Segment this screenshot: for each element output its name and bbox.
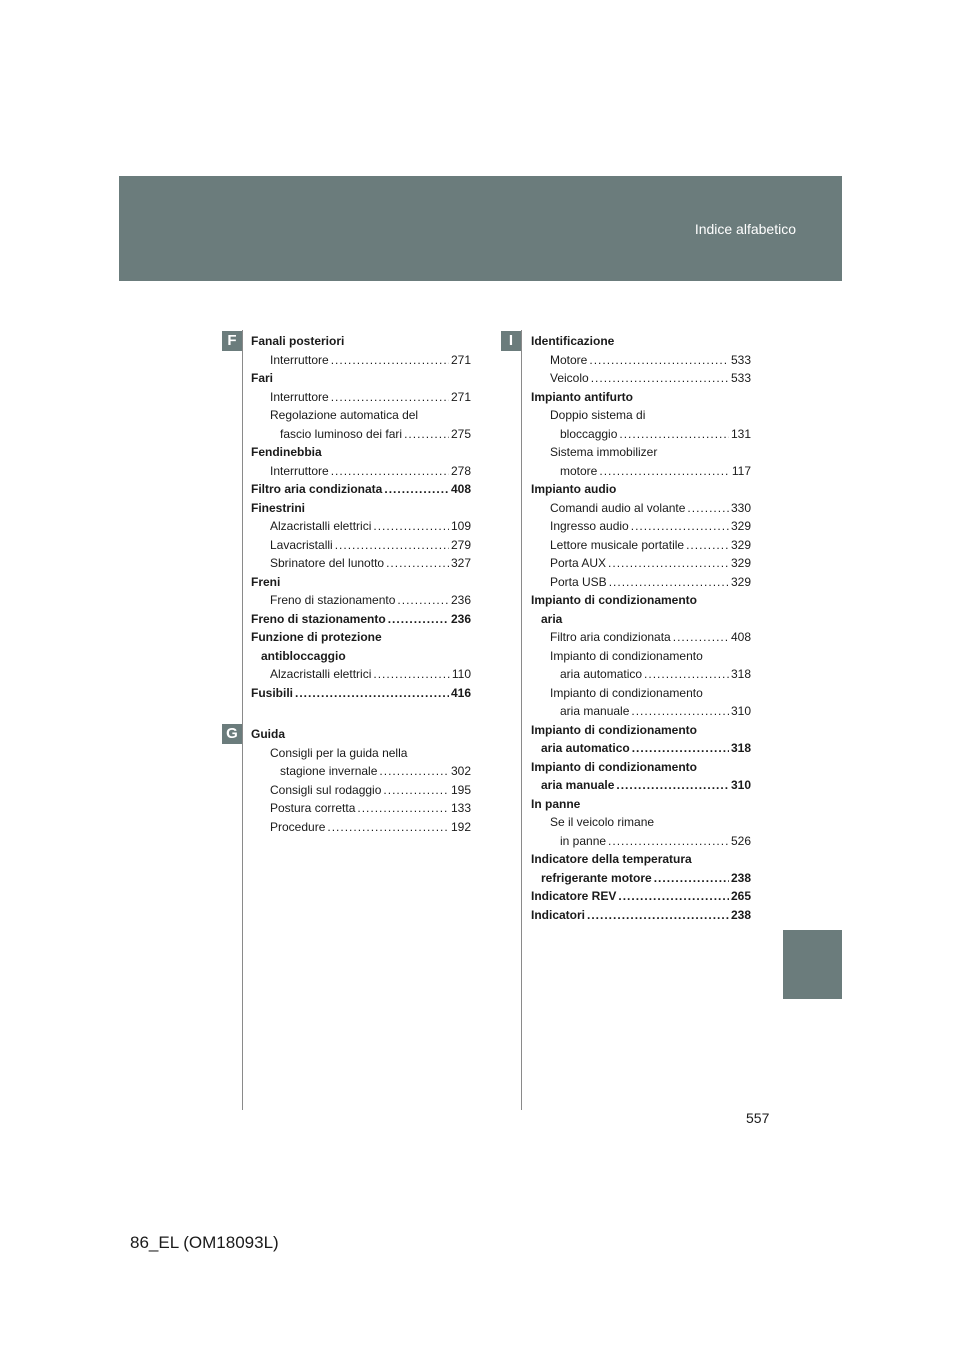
index-entry-text: Procedure [270,819,326,834]
index-entry-page: 318 [730,667,751,681]
header-title: Indice alfabetico [694,221,796,237]
index-entry-text: aria automatico [560,667,643,681]
dot-leader [619,425,729,444]
index-entry [251,332,471,351]
dot-leader [644,665,729,684]
index-entry [531,573,751,592]
index-entry-text: aria manuale [560,704,630,718]
dot-leader [631,702,729,721]
index-entry [531,462,751,481]
index-entry-text: Regolazione automatica del [270,408,419,422]
index-entry [251,406,471,425]
index-entry [531,536,751,555]
index-entry [531,628,751,647]
index-entry [251,462,471,481]
index-entry [531,850,751,869]
index-entry-text: Impianto di condizionamento [531,722,697,737]
index-entry [251,536,471,555]
index-entry-text: aria manuale [541,778,615,792]
dot-leader [616,776,729,795]
index-entry-text: Comandi audio al volante [550,500,686,515]
index-entry-text: Freno di stazionamento [270,593,396,607]
index-entry-text: Porta USB [550,574,607,589]
index-entry-text: Indicatore della temperatura [531,852,692,866]
index-entry [251,443,471,462]
dot-leader [327,818,449,837]
index-entry-page: 408 [450,482,471,496]
dot-leader [335,536,449,555]
index-entry-page: 329 [730,519,751,533]
index-entry-text: Ingresso audio [550,519,629,533]
index-entry-page: 236 [450,611,471,626]
index-entry-page: 310 [730,704,751,718]
index-entry-text: Postura corretta [270,801,356,815]
section-side-tab [783,930,842,999]
index-entry-text: aria [541,611,563,626]
dot-leader [608,554,729,573]
index-entry [251,573,471,592]
index-entry-text: motore [560,463,598,478]
index-entry-page: 310 [730,778,751,792]
dot-leader [397,591,449,610]
index-entry [251,762,471,781]
index-entry [531,388,751,407]
index-entry-text: Consigli per la guida nella [270,745,408,760]
index-entry-text: Lettore musicale portatile [550,537,685,552]
index-entry-page: 131 [730,426,751,441]
index-entry [531,665,751,684]
index-entry-page: 117 [731,463,751,478]
index-entry [251,665,471,684]
index-entry [251,725,471,744]
index-entry-page: 318 [730,741,751,755]
index-entry [531,610,751,629]
index-entry [251,480,471,499]
index-entry-page: 533 [730,352,751,367]
index-entry-text: aria automatico [541,741,630,755]
index-entry [531,702,751,721]
dot-leader [599,462,730,481]
index-entry-text: Interruttore [270,352,329,367]
index-entry-text: Sistema immobilizer [550,445,658,459]
dot-leader [632,739,729,758]
dot-leader [404,425,449,444]
index-entry-text: Impianto antifurto [531,389,633,404]
index-entry [531,647,751,666]
dot-leader [386,554,449,573]
index-entry-page: 238 [730,907,751,922]
index-entry-text: stagione invernale [280,764,378,778]
index-entry [531,480,751,499]
section-letter-i: I [501,331,521,351]
document-code: 86_EL (OM18093L) [130,1233,279,1252]
index-entry-text: Filtro aria condizionata [550,630,671,644]
index-entry-text: Impianto di condizionamento [531,759,697,774]
page-number: 557 [746,1110,770,1126]
index-entry [531,795,751,814]
index-entry [531,425,751,444]
dot-leader [618,887,729,906]
index-section-i [531,332,751,924]
dot-leader [587,906,729,925]
index-entry-page: 265 [730,889,751,903]
index-entry [251,369,471,388]
index-entry [531,406,751,425]
dot-leader [373,665,450,684]
index-entry-page: 416 [450,685,471,700]
index-entry [251,647,471,666]
dot-leader [609,573,729,592]
dot-leader [373,517,449,536]
index-entry-page: 329 [730,556,751,570]
index-entry-text: Impianto di condizionamento [531,593,697,607]
index-entry [251,517,471,536]
index-entry [531,758,751,777]
index-entry-text: Doppio sistema di [550,408,646,422]
index-entry [531,887,751,906]
index-entry-text: Freno di stazionamento [251,611,386,626]
index-entry-text: Se il veicolo rimane [550,815,655,829]
index-entry [531,721,751,740]
dot-leader [379,762,449,781]
index-entry-text: fascio luminoso dei fari [280,426,403,441]
index-entry-page: 278 [450,463,471,478]
index-entry-text: In panne [531,796,581,811]
index-entry [531,369,751,388]
index-entry-page: 329 [730,574,751,589]
index-entry-text: in panne [560,833,607,848]
index-entry [531,906,751,925]
index-entry [531,739,751,758]
index-entry-text: Indicatore REV [531,889,617,903]
index-entry [251,351,471,370]
index-entry [251,781,471,800]
index-entry-page: 271 [450,389,471,404]
index-entry-text: Interruttore [270,389,329,404]
dot-leader [331,388,449,407]
dot-leader [331,351,449,370]
dot-leader [608,832,729,851]
index-entry-text: Impianto audio [531,482,617,496]
index-entry-text: Guida [251,727,286,741]
dot-leader [388,610,449,629]
index-entry [531,591,751,610]
dot-leader [631,517,729,536]
index-entry-page: 109 [450,519,471,533]
right-column-rule [521,330,522,1110]
dot-leader [357,799,449,818]
dot-leader [331,462,449,481]
index-entry [531,517,751,536]
index-entry-page: 275 [450,426,471,441]
index-entry [251,744,471,763]
index-entry [251,628,471,647]
index-entry [251,610,471,629]
index-entry-text: Impianto di condizionamento [550,685,703,700]
index-entry-text: Impianto di condizionamento [550,648,703,663]
index-entry-page: 408 [730,630,751,644]
index-entry-page: 238 [730,870,751,885]
index-entry-page: 329 [730,537,751,552]
index-section-g [251,725,471,836]
index-entry-page: 302 [450,764,471,778]
index-entry [251,591,471,610]
section-letter-f: F [222,331,242,351]
index-entry [251,818,471,837]
index-entry-text: Veicolo [550,371,589,385]
header-band [119,176,842,281]
left-column-rule [242,330,243,1110]
index-entry-text: Lavacristalli [270,537,333,552]
dot-leader [686,536,729,555]
index-entry-text: bloccaggio [560,426,618,441]
index-entry-text: Finestrini [251,500,306,515]
index-entry-page: 195 [450,782,471,797]
index-entry [531,832,751,851]
dot-leader [589,351,729,370]
dot-leader [591,369,729,388]
dot-leader [654,869,729,888]
index-entry-page: 271 [450,352,471,367]
index-section-f [251,332,471,702]
index-entry-text: Filtro aria condizionata [251,482,383,496]
index-entry [251,425,471,444]
index-entry-text: Fendinebbia [251,445,322,459]
index-entry-text: Fusibili [251,685,293,700]
index-entry-page: 526 [730,833,751,848]
index-entry [531,776,751,795]
index-entry-text: Fari [251,371,274,385]
index-entry [251,799,471,818]
index-entry-text: Alzacristalli elettrici [270,667,372,681]
index-entry [531,554,751,573]
index-entry-page: 533 [730,371,751,385]
index-entry [531,443,751,462]
dot-leader [383,781,449,800]
index-entry [531,351,751,370]
index-entry-text: Identificazione [531,334,615,348]
index-entry-page: 236 [450,593,471,607]
index-entry-page: 330 [730,500,751,515]
index-entry-page: 133 [450,801,471,815]
index-entry [251,684,471,703]
index-entry-page: 192 [450,819,471,834]
section-letter-g: G [222,724,242,744]
index-entry-text: refrigerante motore [541,870,652,885]
index-entry-page: 279 [450,537,471,552]
index-entry [251,388,471,407]
index-entry [531,332,751,351]
dot-leader [673,628,729,647]
index-entry [531,813,751,832]
index-entry [531,684,751,703]
index-entry-page: 110 [451,667,471,681]
index-entry [251,499,471,518]
dot-leader [687,499,729,518]
index-entry-text: Interruttore [270,463,329,478]
index-entry-text: Fanali posteriori [251,334,345,348]
index-entry-text: Freni [251,574,281,589]
index-entry-text: Funzione di protezione [251,630,382,644]
index-entry-text: Porta AUX [550,556,607,570]
index-entry-text: Indicatori [531,907,586,922]
dot-leader [295,684,449,703]
index-entry [531,499,751,518]
index-entry-text: Alzacristalli elettrici [270,519,372,533]
index-entry [251,554,471,573]
index-entry-text: Consigli sul rodaggio [270,782,382,797]
index-entry-text: Sbrinatore del lunotto [270,556,385,570]
dot-leader [384,480,449,499]
index-entry-page: 327 [450,556,471,570]
index-entry-text: antibloccaggio [261,648,346,663]
index-entry-text: Motore [550,352,588,367]
index-entry [531,869,751,888]
